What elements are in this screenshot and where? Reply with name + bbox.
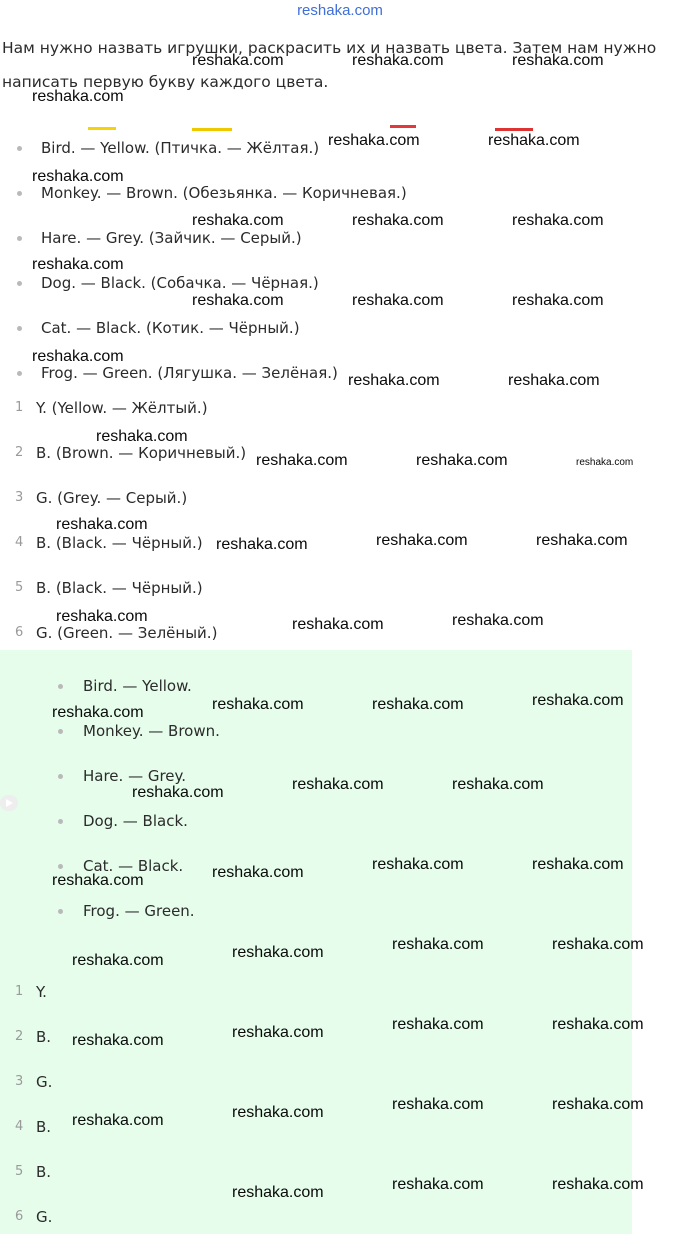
yellow-strip-fragment — [88, 127, 116, 130]
watermark: reshaka.com — [552, 1016, 644, 1033]
watermark: reshaka.com — [376, 532, 468, 549]
watermark: reshaka.com — [328, 132, 420, 149]
watermark: reshaka.com — [512, 292, 604, 309]
watermark: reshaka.com — [348, 372, 440, 389]
watermark: reshaka.com — [392, 1016, 484, 1033]
watermark: reshaka.com — [232, 1024, 324, 1041]
watermark: reshaka.com — [232, 1104, 324, 1121]
watermark: reshaka.com — [72, 1112, 164, 1129]
watermark: reshaka.com — [532, 856, 624, 873]
watermark: reshaka.com — [352, 292, 444, 309]
watermark: reshaka.com — [292, 776, 384, 793]
watermark: reshaka.com — [72, 1032, 164, 1049]
watermark: reshaka.com — [488, 132, 580, 149]
watermark: reshaka.com — [416, 452, 508, 469]
watermark: reshaka.com — [232, 1184, 324, 1201]
watermark: reshaka.com — [32, 256, 124, 273]
watermark: reshaka.com — [536, 532, 628, 549]
red-dot-fragment — [390, 125, 416, 128]
watermark: reshaka.com — [256, 452, 348, 469]
watermark: reshaka.com — [532, 692, 624, 709]
watermark: reshaka.com — [512, 212, 604, 229]
watermark: reshaka.com — [52, 704, 144, 721]
watermark: reshaka.com — [212, 696, 304, 713]
watermark: reshaka.com — [452, 612, 544, 629]
task-description: Нам нужно назвать игрушки, раскрасить их и назвать цвета. Затем нам нужно написать первую букву каждого цвета. — [2, 39, 657, 91]
watermark: reshaka.com — [552, 1176, 644, 1193]
watermark: reshaka.com — [392, 936, 484, 953]
watermark: reshaka.com — [392, 1096, 484, 1113]
watermark: reshaka.com — [452, 776, 544, 793]
watermark: reshaka.com — [352, 212, 444, 229]
watermark: reshaka.com — [232, 944, 324, 961]
watermark: reshaka.com — [216, 536, 308, 553]
watermark: reshaka.com — [52, 872, 144, 889]
watermark: reshaka.com — [56, 608, 148, 625]
watermark: reshaka.com — [372, 856, 464, 873]
watermark: reshaka.com — [576, 457, 634, 468]
yellow-line-fragment — [192, 128, 232, 131]
watermark: reshaka.com — [72, 952, 164, 969]
watermark: reshaka.com — [32, 88, 124, 105]
watermark: reshaka.com — [512, 52, 604, 69]
watermark: reshaka.com — [292, 616, 384, 633]
watermark: reshaka.com — [192, 52, 284, 69]
watermark: reshaka.com — [212, 864, 304, 881]
watermark: reshaka.com — [552, 936, 644, 953]
play-icon[interactable] — [0, 795, 18, 811]
watermark: reshaka.com — [32, 348, 124, 365]
watermark: reshaka.com — [392, 1176, 484, 1193]
watermark: reshaka.com — [508, 372, 600, 389]
watermark: reshaka.com — [192, 292, 284, 309]
watermark: reshaka.com — [96, 428, 188, 445]
watermark: reshaka.com — [32, 168, 124, 185]
watermark: reshaka.com — [372, 696, 464, 713]
watermark: reshaka.com — [192, 212, 284, 229]
red-line-fragment — [495, 128, 533, 131]
watermark: reshaka.com — [352, 52, 444, 69]
site-header-link[interactable]: reshaka.com — [297, 2, 383, 19]
watermark: reshaka.com — [132, 784, 224, 801]
watermark: reshaka.com — [552, 1096, 644, 1113]
watermark: reshaka.com — [56, 516, 148, 533]
